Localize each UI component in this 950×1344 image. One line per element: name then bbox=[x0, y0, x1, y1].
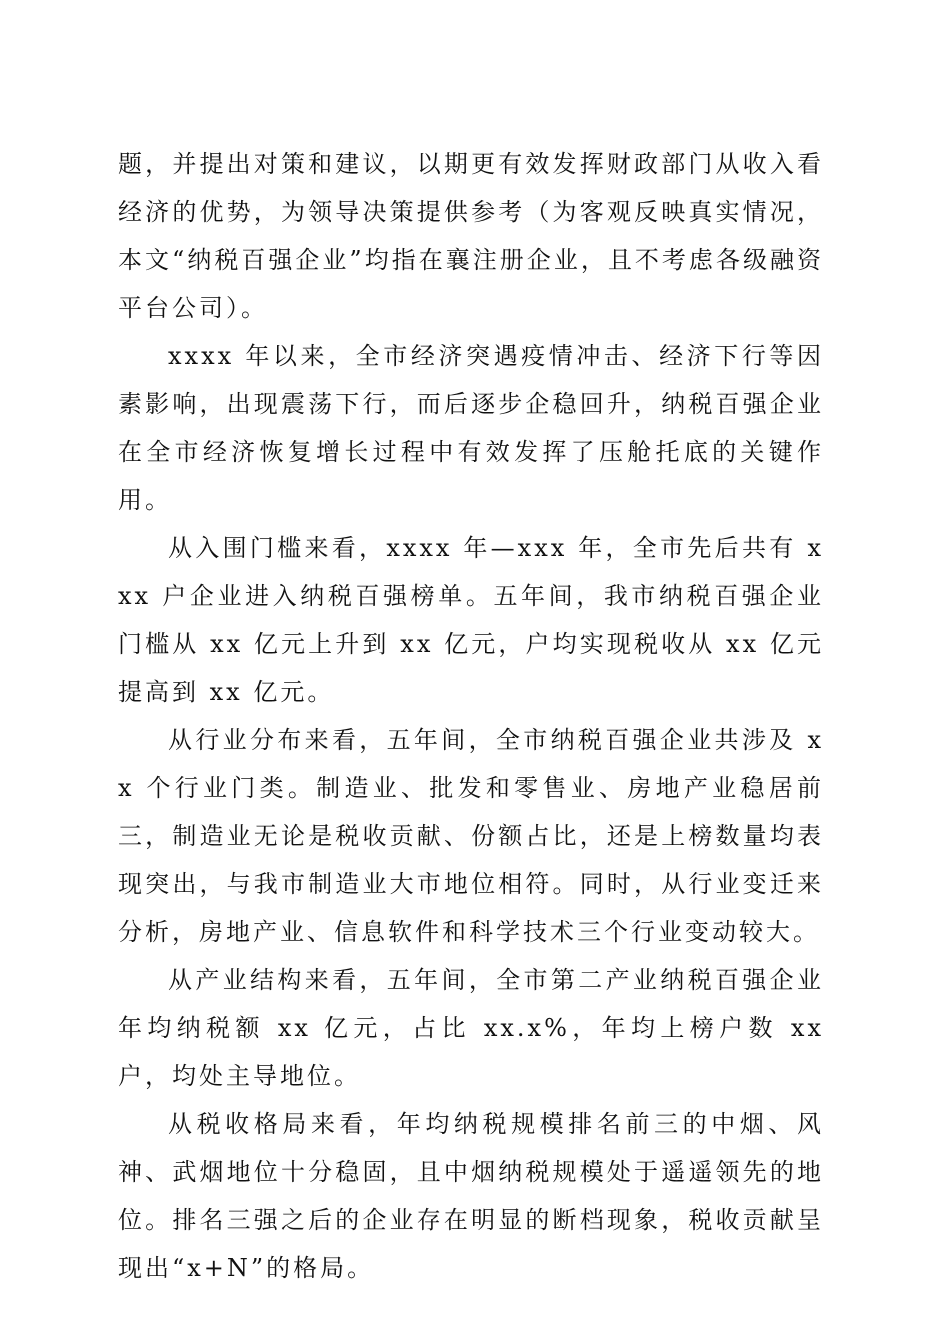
paragraph-economic-overview: xxxx 年以来，全市经济突遇疫情冲击、经济下行等因素影响，出现震荡下行，而后逐步企稳回升，纳税百强企业在全市经济恢复增长过程中有效发挥了压舱托底的关键作用。 bbox=[118, 342, 824, 514]
paragraph-industry-distribution: 从行业分布来看，五年间，全市纳税百强企业共涉及 xx 个行业门类。制造业、批发和零售业、房地产业稳居前三，制造业无论是税收贡献、份额占比，还是上榜数量均表现突出，与我市制造业大市地位相符。同时，从行业变迁来分析，房地产业、信息软件和科学技术三个行业变动较大。 bbox=[118, 726, 824, 946]
paragraph-tax-pattern: 从税收格局来看，年均纳税规模排名前三的中烟、风神、武烟地位十分稳固，且中烟纳税规模处于遥遥领先的地位。排名三强之后的企业存在明显的断档现象，税收贡献呈现出“x+N”的格局。 bbox=[118, 1110, 824, 1282]
paragraph-industrial-structure: 从产业结构来看，五年间，全市第二产业纳税百强企业年均纳税额 xx 亿元，占比 xx.x%，年均上榜户数 xx 户，均处主导地位。 bbox=[118, 966, 824, 1090]
paragraph-continuation: 题，并提出对策和建议，以期更有效发挥财政部门从收入看经济的优势，为领导决策提供参考（为客观反映真实情况，本文“纳税百强企业”均指在襄注册企业，且不考虑各级融资平台公司）。 bbox=[118, 150, 824, 322]
document-body bbox=[118, 140, 824, 1292]
paragraph-entry-threshold: 从入围门槛来看，xxxx 年—xxx 年，全市先后共有 xxx 户企业进入纳税百强榜单。五年间，我市纳税百强企业门槛从 xx 亿元上升到 xx 亿元，户均实现税收从 xx 亿元提高到 xx 亿元。 bbox=[118, 534, 824, 706]
